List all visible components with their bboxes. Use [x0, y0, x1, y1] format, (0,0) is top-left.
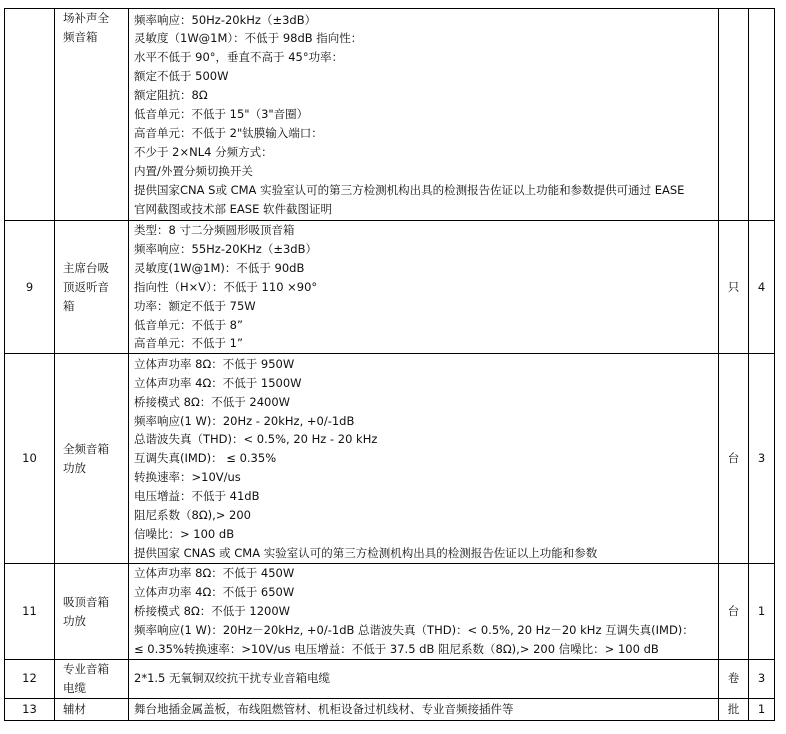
spec-line: 功率：额定不低于 75W [134, 298, 256, 313]
spec-line: 不少于 2×NL4 分频方式： [134, 144, 273, 159]
item-name-line: 频音箱 [63, 29, 98, 44]
spec-line: 2*1.5 无氧铜双绞抗干扰专业音箱电缆 [134, 671, 331, 686]
spec-line: 总谐波失真（THD)：< 0.5%, 20 Hz - 20 kHz [134, 432, 378, 447]
item-name [55, 354, 129, 564]
item-name-line: 场补声全 [63, 11, 109, 25]
table-row [5, 659, 775, 698]
spec-line: 高音单元：不低于 1” [134, 336, 243, 351]
table-row [5, 698, 775, 720]
spec-line: ≤ 0.35%转换速率：>10V/us 电压增益：不低于 37.5 dB 阻尼系数（8Ω),> 200 信噪比：> 100 dB [134, 641, 659, 656]
spec-line: 官网截图或技术部 EASE 软件截图证明 [134, 201, 333, 216]
item-specs [129, 564, 719, 660]
item-specs [129, 354, 719, 564]
item-unit: 卷 [719, 659, 749, 698]
item-name-line: 全频音箱 [63, 441, 109, 456]
spec-line: 提供国家 CNAS 或 CMA 实验室认可的第三方检测机构出具的检测报告佐证以上功能和参数 [134, 545, 598, 560]
item-name-line: 电缆 [63, 680, 86, 695]
item-quantity: 4 [749, 221, 775, 354]
item-number [5, 9, 55, 221]
spec-line: 转换速率：>10V/us [134, 470, 241, 485]
item-name-line: 专业音箱 [63, 661, 109, 676]
spec-line: 额定阻抗：8Ω [134, 88, 208, 103]
table-row [5, 564, 775, 660]
spec-line: 低音单元：不低于 15"（3"音圈） [134, 107, 309, 122]
item-name [55, 698, 129, 720]
item-number: 10 [5, 354, 55, 564]
item-specs [129, 659, 719, 698]
item-specs [129, 9, 719, 221]
item-number: 13 [5, 698, 55, 720]
item-unit [719, 9, 749, 221]
item-number: 9 [5, 221, 55, 354]
item-name [55, 564, 129, 660]
item-quantity: 1 [749, 564, 775, 660]
item-specs [129, 698, 719, 720]
spec-line: 阻尼系数（8Ω),> 200 [134, 508, 251, 523]
item-quantity: 3 [749, 354, 775, 564]
item-name-line: 箱 [63, 298, 75, 313]
spec-line: 频率响应(1 W)：20Hz - 20kHz, +0/-1dB [134, 413, 355, 428]
item-name-line: 辅材 [63, 701, 86, 716]
item-name-line: 顶返听音 [63, 279, 109, 294]
spec-line: 桥接模式 8Ω：不低于 2400W [134, 394, 291, 409]
item-name-line: 功放 [63, 613, 86, 628]
spec-line: 电压增益：不低于 41dB [134, 489, 260, 504]
spec-line: 低音单元：不低于 8” [134, 317, 243, 332]
spec-line: 频率响应(1 W)：20Hz－20kHz, +0/-1dB 总谐波失真（THD)：< 0.5%, 20 Hz－20 kHz 互调失真(IMD)： [134, 623, 694, 638]
item-name [55, 659, 129, 698]
spec-line: 频率响应：50Hz-20kHz（±3dB） [134, 12, 317, 27]
item-unit: 只 [719, 221, 749, 354]
spec-line: 类型：8 寸二分频圆形吸顶音箱 [134, 223, 295, 237]
item-unit: 台 [719, 354, 749, 564]
item-specs [129, 221, 719, 354]
table-row [5, 221, 775, 354]
item-unit: 批 [719, 698, 749, 720]
spec-line: 立体声功率 8Ω：不低于 950W [134, 356, 295, 371]
item-quantity: 1 [749, 698, 775, 720]
item-name-line: 功放 [63, 460, 86, 475]
table-row [5, 354, 775, 564]
spec-line: 频率响应：55Hz-20KHz（±3dB） [134, 241, 317, 256]
spec-line: 指向性（H×V）：不低于 110 ×90° [134, 279, 318, 294]
item-number: 11 [5, 564, 55, 660]
item-name [55, 9, 129, 221]
item-quantity [749, 9, 775, 221]
item-unit: 台 [719, 564, 749, 660]
spec-line: 灵敏度（1W@1M）：不低于 98dB 指向性： [134, 31, 363, 46]
spec-line: 高音单元：不低于 2"钛膜输入端口： [134, 125, 323, 140]
spec-line: 内置/外置分频切换开关 [134, 163, 253, 178]
table-row [5, 9, 775, 221]
spec-line: 桥接模式 8Ω：不低于 1200W [134, 604, 291, 619]
spec-line: 信噪比：> 100 dB [134, 527, 235, 542]
spec-line: 灵敏度(1W@1M)：不低于 90dB [134, 260, 305, 275]
item-number: 12 [5, 659, 55, 698]
item-quantity: 3 [749, 659, 775, 698]
item-name-line: 吸顶音箱 [63, 594, 109, 609]
spec-line: 立体声功率 4Ω：不低于 650W [134, 585, 295, 600]
item-name-line: 主席台吸 [63, 260, 109, 275]
spec-line: 互调失真(IMD)： ≤ 0.35% [134, 451, 277, 466]
spec-line: 舞台地插金属盖板，布线阻燃管材、机柜设备过机线材、专业音频接插件等 [134, 701, 514, 716]
equipment-spec-table [4, 8, 775, 721]
spec-line: 额定不低于 500W [134, 69, 229, 84]
spec-line: 提供国家CNA S或 CMA 实验室认可的第三方检测机构出具的检测报告佐证以上功能和参数提供可通过 EASE [134, 182, 685, 197]
spec-line: 立体声功率 4Ω：不低于 1500W [134, 375, 302, 390]
item-name [55, 221, 129, 354]
spec-line: 立体声功率 8Ω：不低于 450W [134, 566, 295, 581]
table-body [5, 9, 775, 721]
spec-line: 水平不低于 90°，垂直不高于 45°功率： [134, 50, 344, 65]
